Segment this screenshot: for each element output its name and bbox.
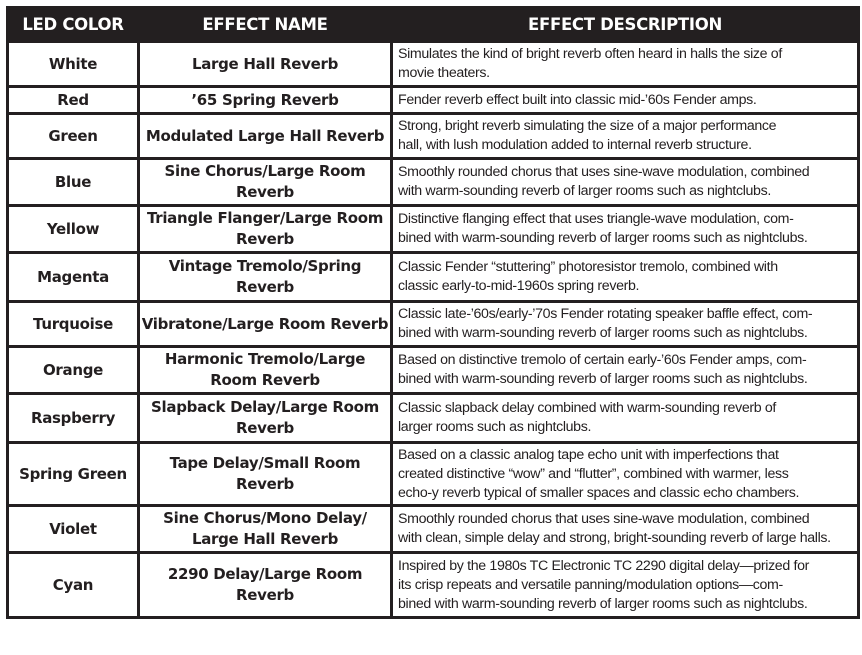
effect-name-cell: Vibratone/Large Room Reverb [139, 302, 392, 347]
led-color-cell: Violet [8, 506, 139, 553]
table-row [8, 553, 859, 618]
led-color-cell: Red [8, 87, 139, 114]
led-color-cell: Turquoise [8, 302, 139, 347]
led-color-cell: Magenta [8, 253, 139, 302]
header-led-color: LED COLOR [8, 8, 139, 42]
effect-name-cell: Slapback Delay/Large Room Reverb [139, 394, 392, 443]
effect-description-cell: Based on distinctive tremolo of certain early-’60s Fender amps, com- bined with warm-sounding reverb of larger rooms such as nightclubs. [392, 347, 859, 394]
led-color-cell: Raspberry [8, 394, 139, 443]
effect-name-cell: Sine Chorus/Mono Delay/ Large Hall Reverb [139, 506, 392, 553]
effect-name-cell: Harmonic Tremolo/Large Room Reverb [139, 347, 392, 394]
effect-description-cell: Classic late-’60s/early-’70s Fender rotating speaker baffle effect, com- bined with warm-sounding reverb of larger rooms such as nightclubs. [392, 302, 859, 347]
effect-description-cell: Based on a classic analog tape echo unit with imperfections that created distinctive “wow” and “flutter”, combined with warmer, less echo-y reverb typical of smaller spaces and classic echo chambers. [392, 443, 859, 506]
effect-name-cell: Large Hall Reverb [139, 42, 392, 87]
effect-name-cell: 2290 Delay/Large Room Reverb [139, 553, 392, 618]
table-row [8, 87, 859, 114]
header-effect-description: EFFECT DESCRIPTION [392, 8, 859, 42]
effect-name-cell: Sine Chorus/Large Room Reverb [139, 159, 392, 206]
led-color-cell: Green [8, 114, 139, 159]
effect-name-cell: Tape Delay/Small Room Reverb [139, 443, 392, 506]
led-color-cell: Orange [8, 347, 139, 394]
effect-description-cell: Fender reverb effect built into classic mid-’60s Fender amps. [392, 87, 859, 114]
led-color-cell: White [8, 42, 139, 87]
table-row [8, 253, 859, 302]
table-row [8, 347, 859, 394]
effect-description-cell: Simulates the kind of bright reverb often heard in halls the size of movie theaters. [392, 42, 859, 87]
effect-description-cell: Strong, bright reverb simulating the size of a major performance hall, with lush modulation added to internal reverb structure. [392, 114, 859, 159]
effect-name-cell: Vintage Tremolo/Spring Reverb [139, 253, 392, 302]
table-row [8, 443, 859, 506]
header-row [8, 8, 859, 42]
effect-description-cell: Smoothly rounded chorus that uses sine-wave modulation, combined with warm-sounding reverb of larger rooms such as nightclubs. [392, 159, 859, 206]
table-row [8, 506, 859, 553]
effect-description-cell: Classic slapback delay combined with warm-sounding reverb of larger rooms such as nightclubs. [392, 394, 859, 443]
effect-description-cell: Distinctive flanging effect that uses triangle-wave modulation, com- bined with warm-sounding reverb of larger rooms such as nightclubs. [392, 206, 859, 253]
led-color-cell: Cyan [8, 553, 139, 618]
header-effect-name: EFFECT NAME [139, 8, 392, 42]
effect-description-cell: Classic Fender “stuttering” photoresistor tremolo, combined with classic early-to-mid-1960s spring reverb. [392, 253, 859, 302]
table-row [8, 302, 859, 347]
effect-description-cell: Smoothly rounded chorus that uses sine-wave modulation, combined with clean, simple delay and strong, bright-sounding reverb of large halls. [392, 506, 859, 553]
table-row [8, 114, 859, 159]
table-row [8, 206, 859, 253]
effect-description-cell: Inspired by the 1980s TC Electronic TC 2290 digital delay—prized for its crisp repeats and versatile panning/modulation options—com- bined with warm-sounding reverb of larger rooms such as nightclubs. [392, 553, 859, 618]
table-row [8, 159, 859, 206]
effect-name-cell: Triangle Flanger/Large Room Reverb [139, 206, 392, 253]
effect-name-cell: Modulated Large Hall Reverb [139, 114, 392, 159]
table-row [8, 42, 859, 87]
led-color-cell: Blue [8, 159, 139, 206]
led-color-cell: Spring Green [8, 443, 139, 506]
led-color-cell: Yellow [8, 206, 139, 253]
effect-name-cell: ’65 Spring Reverb [139, 87, 392, 114]
led-effects-table [6, 6, 860, 619]
table-row [8, 394, 859, 443]
